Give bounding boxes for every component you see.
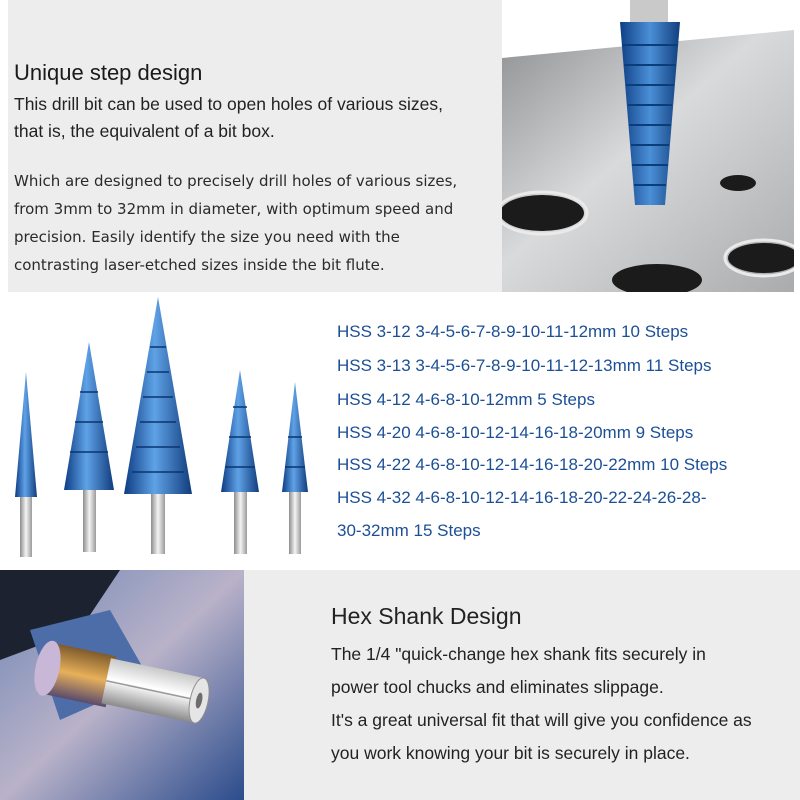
spec-line: HSS 4-22 4-6-8-10-12-14-16-18-20-22mm 10 Steps [337,455,728,474]
section-title-step-design: Unique step design [14,60,203,85]
spec-line: HSS 4-32 4-6-8-10-12-14-16-18-20-22-24-26-28- [337,488,707,507]
drill-bit-set-illustration [0,292,330,568]
detail-line: from 3mm to 32mm in diameter, with optimum speed and [14,200,454,218]
spec-line: HSS 3-12 3-4-5-6-7-8-9-10-11-12mm 10 Steps [337,322,689,341]
detail-line: contrasting laser-etched sizes inside the bit flute. [14,256,385,274]
hex-line: It's a great universal fit that will give you confidence as [331,710,752,730]
intro-text [14,91,504,145]
detail-line: precision. Easily identify the size you need with the [14,228,400,246]
detail-line: Which are designed to precisely drill holes of various sizes, [14,172,458,190]
spec-line: 30-32mm 15 Steps [337,521,481,540]
spec-line: HSS 3-13 3-4-5-6-7-8-9-10-11-12-13mm 11 Steps [337,356,712,375]
hex-line: The 1/4 "quick-change hex shank fits securely in [331,644,706,664]
spec-line: HSS 4-20 4-6-8-10-12-14-16-18-20mm 9 Steps [337,423,694,442]
intro-line: This drill bit can be used to open holes of various sizes, [14,94,443,114]
hex-shank-text [331,638,791,770]
spec-line: HSS 4-12 4-6-8-10-12mm 5 Steps [337,390,595,409]
drilling-photo [502,0,794,292]
hex-line: power tool chucks and eliminates slippage. [331,677,664,697]
section-title-hex-shank: Hex Shank Design [331,603,522,629]
hex-shank-photo [0,570,244,800]
intro-line: that is, the equivalent of a bit box. [14,121,275,141]
detail-text [14,167,494,279]
hex-line: you work knowing your bit is securely in place. [331,743,690,763]
